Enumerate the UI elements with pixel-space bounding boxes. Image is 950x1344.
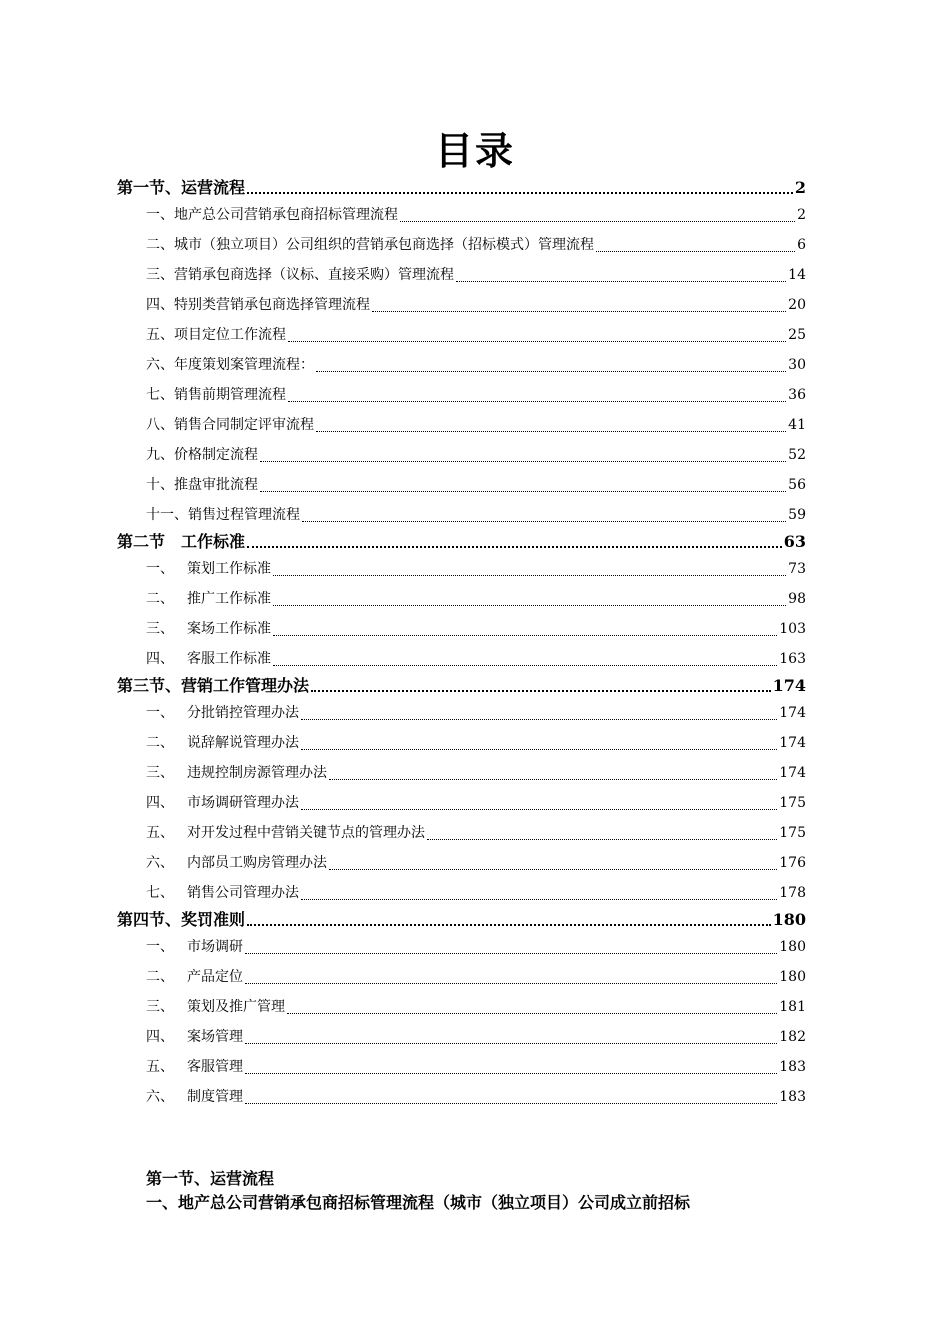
toc-entry-number: 二、 (146, 735, 174, 751)
toc-entry-number: 二、 (146, 969, 174, 985)
toc-entry[interactable] (117, 230, 806, 260)
toc-entry[interactable] (117, 992, 806, 1022)
toc-entry-number: 四、 (146, 651, 174, 667)
toc-entry[interactable] (117, 878, 806, 908)
toc-entry[interactable] (117, 584, 806, 614)
toc-entry-number: 四、 (146, 1029, 174, 1045)
toc-entry-label: 地产总公司营销承包商招标管理流程 (174, 207, 398, 223)
dot-leader (247, 924, 771, 926)
dot-leader (288, 341, 786, 342)
toc-entry[interactable] (117, 554, 806, 584)
dot-leader (288, 401, 786, 402)
toc-entry-label: 说辞解说管理办法 (187, 735, 299, 751)
toc-entry-label: 营销承包商选择（议标、直接采购）管理流程 (174, 267, 454, 283)
toc-entry[interactable] (117, 200, 806, 230)
toc-entry[interactable] (117, 644, 806, 674)
toc-entry[interactable] (117, 440, 806, 470)
toc-page-number: 56 (788, 477, 806, 493)
toc-entry-label: 推广工作标准 (187, 591, 271, 607)
toc-page-number: 180 (779, 939, 806, 955)
dot-leader (247, 192, 793, 194)
dot-leader (302, 521, 786, 522)
toc-entry[interactable] (117, 260, 806, 290)
toc-entry-number: 九、 (146, 447, 174, 463)
toc-page-number: 36 (788, 387, 806, 403)
toc-entry[interactable] (117, 380, 806, 410)
toc-section-4[interactable] (117, 908, 806, 932)
toc-entry-label: 策划工作标准 (187, 561, 271, 577)
toc-entry-label: 产品定位 (187, 969, 243, 985)
toc-entry-number: 一、 (146, 207, 174, 223)
toc-page-number: 178 (779, 885, 806, 901)
dot-leader (301, 899, 777, 900)
section-heading: 第一节、运营流程 (146, 1169, 275, 1188)
toc-entry-number: 五、 (146, 327, 174, 343)
toc-entry[interactable] (117, 698, 806, 728)
toc-entry[interactable] (117, 410, 806, 440)
toc-entry-number: 四、 (146, 795, 174, 811)
dot-leader (316, 371, 786, 372)
toc-page-number: 176 (779, 855, 806, 871)
toc-page-number: 182 (779, 1029, 806, 1045)
dot-leader (260, 461, 786, 462)
toc-page-number: 163 (779, 651, 806, 667)
toc-entry-number: 五、 (146, 825, 174, 841)
toc-entry-label: 策划及推广管理 (187, 999, 285, 1015)
dot-leader (400, 221, 795, 222)
toc-entry-number: 三、 (146, 765, 174, 781)
toc-entry-number: 七、 (146, 885, 174, 901)
toc-section-1[interactable] (117, 176, 806, 200)
toc-entry-number: 三、 (146, 621, 174, 637)
toc-entry-label: 价格制定流程 (174, 447, 258, 463)
toc-entry[interactable] (117, 962, 806, 992)
toc-entry-number: 六、 (146, 1089, 174, 1105)
toc-entry[interactable] (117, 290, 806, 320)
table-of-contents (117, 176, 806, 1112)
toc-entry[interactable] (117, 614, 806, 644)
subsection-heading: 一、地产总公司营销承包商招标管理流程（城市（独立项目）公司成立前招标 (146, 1193, 691, 1212)
toc-entry-label: 特别类营销承包商选择管理流程 (174, 297, 370, 313)
dot-leader (260, 491, 786, 492)
dot-leader (372, 311, 786, 312)
toc-page-number: 174 (779, 705, 806, 721)
toc-entry-label: 城市（独立项目）公司组织的营销承包商选择（招标模式）管理流程 (174, 237, 594, 253)
toc-entry[interactable] (117, 350, 806, 380)
toc-page-number: 30 (788, 357, 806, 373)
toc-title: 目录 (434, 128, 515, 173)
dot-leader (273, 635, 777, 636)
toc-entry-label: 违规控制房源管理办法 (187, 765, 327, 781)
toc-entry[interactable] (117, 1082, 806, 1112)
toc-section-label: 第三节、营销工作管理办法 (117, 676, 310, 695)
dot-leader (329, 869, 777, 870)
toc-entry-label: 项目定位工作流程 (174, 327, 286, 343)
toc-entry[interactable] (117, 500, 806, 530)
toc-entry[interactable] (117, 1022, 806, 1052)
dot-leader (273, 575, 786, 576)
dot-leader (273, 605, 786, 606)
toc-entry-label: 销售公司管理办法 (187, 885, 299, 901)
toc-entry-label: 年度策划案管理流程： (174, 357, 314, 373)
toc-section-2[interactable] (117, 530, 806, 554)
toc-entry[interactable] (117, 320, 806, 350)
toc-page-number: 2 (794, 178, 806, 197)
toc-entry[interactable] (117, 818, 806, 848)
toc-entry-number: 三、 (146, 999, 174, 1015)
dot-leader (245, 1043, 777, 1044)
toc-entry-number: 四、 (146, 297, 174, 313)
toc-entry[interactable] (117, 728, 806, 758)
toc-entry-number: 八、 (146, 417, 174, 433)
dot-leader (596, 251, 795, 252)
toc-entry[interactable] (117, 758, 806, 788)
toc-page-number: 181 (779, 999, 806, 1015)
toc-page-number: 2 (797, 207, 806, 223)
toc-page-number: 175 (779, 825, 806, 841)
toc-page-number: 180 (772, 910, 806, 929)
toc-page-number: 183 (779, 1089, 806, 1105)
toc-entry-label: 销售合同制定评审流程 (174, 417, 314, 433)
toc-page-number: 183 (779, 1059, 806, 1075)
toc-page-number: 20 (788, 297, 806, 313)
toc-entry-label: 客服工作标准 (187, 651, 271, 667)
toc-entry-label: 推盘审批流程 (174, 477, 258, 493)
toc-entry-number: 一、 (146, 705, 174, 721)
toc-page-number: 14 (788, 267, 806, 283)
toc-entry-label: 对开发过程中营销关键节点的管理办法 (187, 825, 425, 841)
toc-entry[interactable] (117, 788, 806, 818)
toc-entry-number: 一、 (146, 561, 174, 577)
toc-entry[interactable] (117, 470, 806, 500)
toc-entry[interactable] (117, 848, 806, 878)
dot-leader (273, 665, 777, 666)
toc-entry[interactable] (117, 1052, 806, 1082)
toc-page-number: 59 (788, 507, 806, 523)
dot-leader (301, 809, 777, 810)
toc-section-label: 第二节 工作标准 (117, 532, 246, 551)
dot-leader (311, 690, 771, 692)
toc-page-number: 98 (788, 591, 806, 607)
toc-page-number: 6 (797, 237, 806, 253)
toc-entry-number: 五、 (146, 1059, 174, 1075)
toc-section-label: 第一节、运营流程 (117, 178, 246, 197)
toc-page-number: 73 (788, 561, 806, 577)
toc-entry-label: 分批销控管理办法 (187, 705, 299, 721)
toc-entry-label: 销售过程管理流程 (188, 507, 300, 523)
toc-page-number: 175 (779, 795, 806, 811)
dot-leader (287, 1013, 777, 1014)
dot-leader (316, 431, 786, 432)
toc-entry-label: 销售前期管理流程 (174, 387, 286, 403)
dot-leader (245, 1103, 777, 1104)
toc-page-number: 174 (779, 735, 806, 751)
toc-page-number: 103 (779, 621, 806, 637)
toc-section-label: 第四节、奖罚准则 (117, 910, 246, 929)
toc-page-number: 52 (788, 447, 806, 463)
dot-leader (329, 779, 777, 780)
toc-entry-number: 十、 (146, 477, 174, 493)
toc-page-number: 63 (783, 532, 806, 551)
toc-page-number: 174 (779, 765, 806, 781)
toc-entry-number: 一、 (146, 939, 174, 955)
dot-leader (247, 546, 782, 548)
toc-entry-number: 二、 (146, 237, 174, 253)
toc-page-number: 41 (788, 417, 806, 433)
dot-leader (301, 719, 777, 720)
toc-entry-label: 市场调研管理办法 (187, 795, 299, 811)
toc-entry-label: 内部员工购房管理办法 (187, 855, 327, 871)
toc-entry-label: 市场调研 (187, 939, 243, 955)
dot-leader (427, 839, 777, 840)
toc-entry-number: 六、 (146, 357, 174, 373)
toc-entry-label: 制度管理 (187, 1089, 243, 1105)
toc-entry-label: 案场管理 (187, 1029, 243, 1045)
toc-page-number: 25 (788, 327, 806, 343)
dot-leader (456, 281, 786, 282)
toc-entry-number: 二、 (146, 591, 174, 607)
toc-entry-number: 十一、 (146, 507, 188, 523)
toc-entry-number: 七、 (146, 387, 174, 403)
toc-entry-label: 客服管理 (187, 1059, 243, 1075)
toc-section-3[interactable] (117, 674, 806, 698)
toc-entry[interactable] (117, 932, 806, 962)
dot-leader (245, 953, 777, 954)
dot-leader (245, 1073, 777, 1074)
toc-entry-number: 三、 (146, 267, 174, 283)
toc-entry-label: 案场工作标准 (187, 621, 271, 637)
toc-page-number: 174 (772, 676, 806, 695)
toc-page-number: 180 (779, 969, 806, 985)
dot-leader (245, 983, 777, 984)
dot-leader (301, 749, 777, 750)
toc-entry-number: 六、 (146, 855, 174, 871)
